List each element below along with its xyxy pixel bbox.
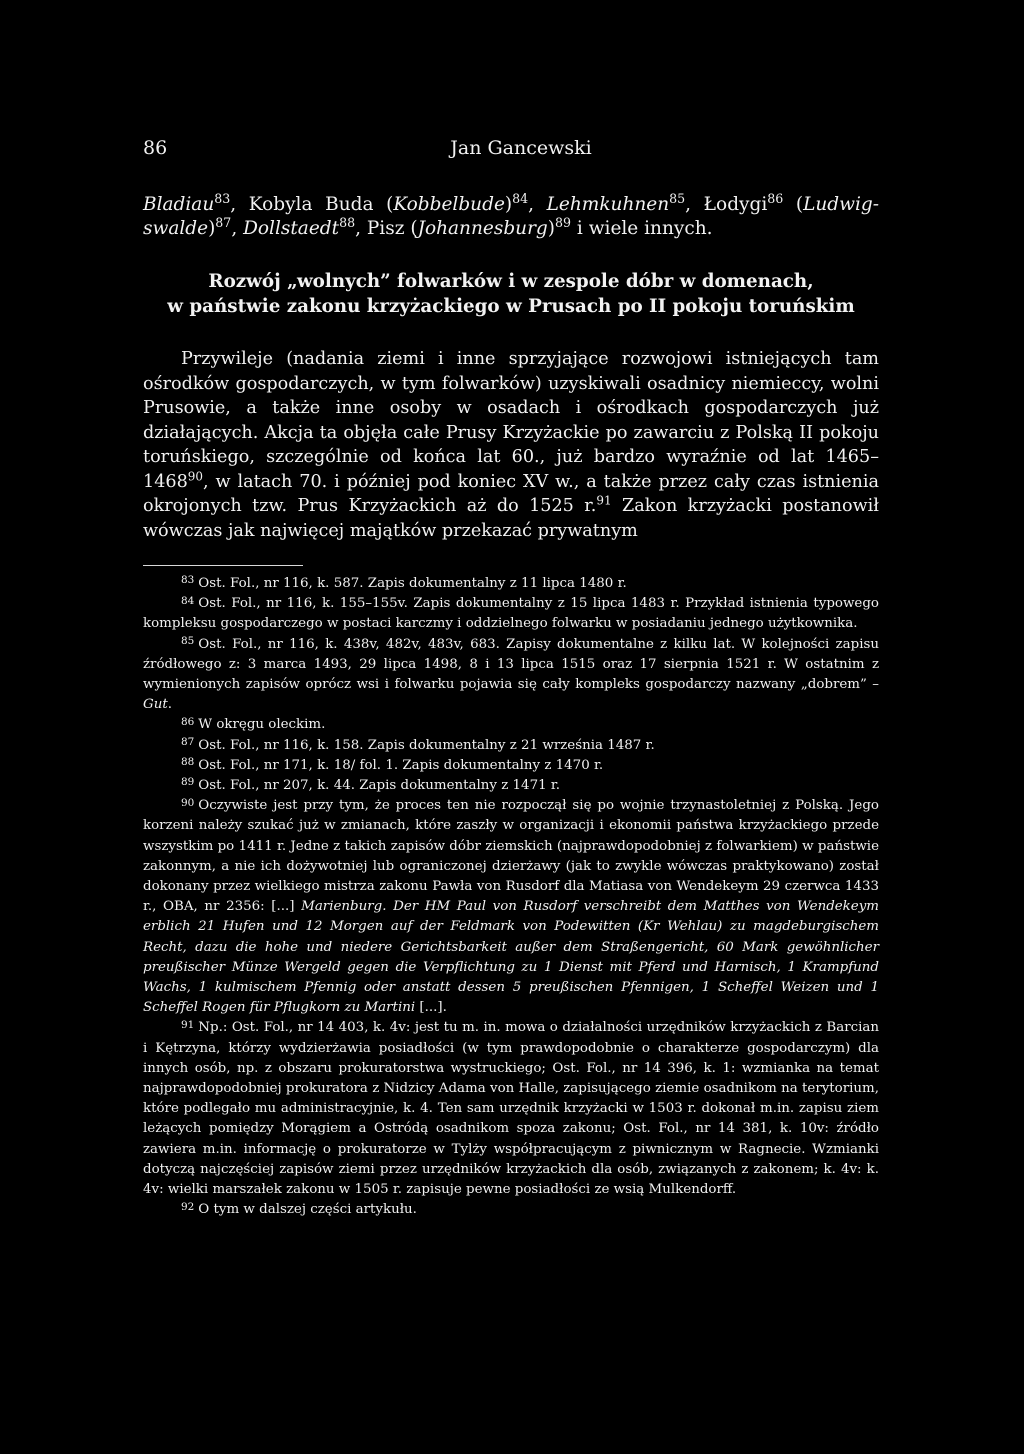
place-name: Johannesburg [417, 218, 548, 239]
footnote-text: O tym w dalszej części artykułu. [198, 1202, 417, 1218]
footnote-ref: 87 [215, 215, 232, 231]
paragraph-text: Przywileje (nadania ziemi i inne sprzyjające rozwojowi istniejących tam ośrodków gospodarczych, w tym folwarków) uzyskiwali osadnicy niemieccy, wolni Prusowie, a także inne osoby w osadach i ośrodkach gospodarczych już działających. Akcja ta objęła całe Prusy Krzyżackie po zawarciu z Polską II pokoju toruńskiego, szczególnie od końca lat 60., już bardzo wyraźnie od lat 1465–1468 [143, 349, 879, 492]
lead-text: , [231, 218, 244, 239]
place-name: Ludwig-swalde [143, 194, 879, 239]
footnote-text: Ost. Fol., nr 207, k. 44. Zapis dokumentalny z 1471 r. [198, 778, 561, 794]
footnote-text: Ost. Fol., nr 116, k. 587. Zapis dokumentalny z 11 lipca 1480 r. [198, 576, 627, 591]
footnote-text: Ost. Fol., nr 171, k. 18/ fol. 1. Zapis dokumentalny z 1470 r. [198, 757, 604, 773]
footnote-87 [143, 736, 879, 756]
footnote-ref: 90 [187, 468, 203, 483]
running-head-author: Jan Gancewski [450, 137, 592, 159]
lead-text: ) [504, 194, 513, 215]
footnote-number: 83 [181, 574, 195, 587]
footnote-91 [143, 1018, 879, 1200]
footnote-ref: 88 [339, 215, 356, 231]
footnote-number: 85 [181, 634, 195, 647]
footnote-88 [143, 756, 879, 776]
footnote-number: 88 [181, 756, 195, 769]
place-name: Kobbelbude [393, 194, 505, 215]
footnote-italic: Gut [143, 697, 168, 713]
section-heading-line-2: w państwie zakonu krzyżackiego w Prusach po II pokoju toruńskim [167, 296, 855, 317]
footnote-90 [143, 796, 879, 1018]
body-paragraph [143, 347, 879, 543]
section-heading-line-1: Rozwój „wolnych” folwarków i w zespole dóbr w domenach, [208, 271, 814, 292]
footnote-85 [143, 635, 879, 716]
footnote-ref: 91 [596, 493, 612, 508]
footnote-text: Ost. Fol., nr 116, k. 155–155v. Zapis dokumentalny z 15 lipca 1483 r. Przykład istnienia typowego kompleksu gospodarczego w postaci karczmy i oddzielnego folwarku w posiadaniu jednego użytkownika. [143, 596, 879, 632]
footnote-number: 87 [181, 735, 195, 748]
footnote-separator [143, 565, 303, 566]
place-name: Dollstaedt [243, 218, 340, 239]
footnote-89 [143, 776, 879, 796]
lead-text: , Łodygi [685, 194, 768, 215]
footnotes [143, 574, 879, 1221]
footnote-ref: 86 [767, 191, 784, 207]
footnote-number: 86 [181, 715, 195, 728]
lead-text: ) [547, 218, 555, 239]
footnote-number: 89 [181, 776, 195, 789]
footnote-number: 84 [181, 594, 195, 607]
paragraph [143, 347, 879, 543]
footnote-text: Oczywiste jest przy tym, że proces ten nie rozpoczął się po wojnie trzynastoletniej z Polską. Jego korzeni należy szukać już w zmianach, które zaszły w organizacji i ekonomii państwa krzyżackiego przede wszystkim po 1411 r. Jedne z takich zapisów dóbr ziemskich (najprawdopodobniej z folwarkiem) w państwie zakonnym, a nie ich dożywotniej lub ograniczonej dzierżawy (jak to zwykle wówczas praktykowano) został dokonany przez wielkiego mistrza zakonu Pawła von Rusdorf dla Matiasa von Wendekeym 29 czerwca 1433 r., OBA, nr 2356: [...] [143, 798, 879, 915]
lead-text: , [528, 194, 547, 215]
running-header [143, 137, 879, 161]
footnote-italic: Marienburg. Der HM Paul von Rusdorf verschreibt dem Matthes von Wendekeym erblich 21 Hufen und 12 Morgen auf der Feldmark von Podewitten (Kr Wehlau) zu magdeburgischem Recht, dazu die hohe und niedere Gerichtsbarkeit außer dem Straßengericht, 60 Mark gewöhnlicher preußischer Münze Wergeld gegen die Verpflichtung zu 1 Dienst mit Pferd und Harnisch, 1 Krampfund Wachs, 1 kulmischem Pfennig oder anstatt dessen 5 preußischen Pfennigen, 1 Scheffel Weizen und 1 Scheffel Rogen für Pflugkorn zu Martini [143, 899, 879, 1016]
lead-text: , Kobyla Buda ( [230, 194, 394, 215]
footnote-text: Ost. Fol., nr 116, k. 438v, 482v, 483v, 683. Zapisy dokumentalne z kilku lat. W kolejności zapisu źródłowego z: 3 marca 1493, 29 lipca 1498, 8 i 13 lipca 1515 oraz 17 sierpnia 1521 r. W ostatnim z wymienionych zapisów oprócz wsi i folwarku pojawia się cały kompleks gospodarczy nazwany „dobrem” – [143, 636, 879, 693]
paragraph-text: , w latach 70. i później pod koniec XV w., a także przez cały czas istnienia okrojonych tzw. Prus Krzyżackich aż do 1525 r. [143, 471, 879, 516]
footnote-ref: 83 [214, 191, 231, 207]
paragraph-text: Zakon krzyżacki postanowił wówczas jak najwięcej majątków przekazać prywatnym [143, 496, 880, 541]
footnote-text: Ost. Fol., nr 116, k. 158. Zapis dokumentalny z 21 września 1487 r. [198, 737, 655, 753]
footnote-tail: [...]. [415, 1000, 447, 1016]
footnote-number: 90 [181, 796, 195, 809]
footnote-ref: 89 [555, 215, 572, 231]
section-heading [143, 269, 879, 319]
footnote-84 [143, 594, 879, 634]
footnote-text: W okręgu oleckim. [198, 717, 326, 733]
lead-text: ) [208, 218, 216, 239]
footnote-ref: 85 [669, 191, 686, 207]
footnote-text: Np.: Ost. Fol., nr 14 403, k. 4v: jest tu m. in. mowa o działalności urzędników krzyżackich z Barcian i Kętrzyna, którzy wydzierżawia posiadłości (w tym prawdopodobnie o charakterze gospodarczym) dla innych osób, np. z obszaru prokuratorstwa wystruckiego; Ost. Fol., nr 14 396, k. 1: wzmianka na temat najprawdopodobniej prokuratora z Nidzicy Adama von Halle, zapisującego ziemie osadnikom na terytorium, które podlegało mu administracyjnie, k. 4. Ten sam urzędnik krzyżacki w 1503 r. dokonał m.in. zapisu ziem leżących pomiędzy Morągiem a Ostródą osadnikom spoza zakonu; Ost. Fol., nr 14 381, k. 10v: źródło zawiera m.in. informację o prokuratorze w Tylży współpracującym z piwnicznym w Ragnecie. Wzmianki dotyczą najczęściej zapisów ziemi przez urzędników krzyżackich dla osób, związanych z zakonem; k. 4v: k. 4v: wielki marszałek zakonu w 1505 r. zapisuje pewne posiadłości ze wsią Mulkendorff. [143, 1020, 879, 1198]
footnote-92 [143, 1200, 879, 1220]
footnote-86 [143, 715, 879, 735]
page-number: 86 [143, 137, 168, 159]
lead-paragraph [143, 193, 879, 241]
lead-text: , Pisz ( [355, 218, 418, 239]
lead-text: ( [783, 194, 804, 215]
footnote-83 [143, 574, 879, 594]
footnote-number: 92 [181, 1200, 195, 1213]
footnote-number: 91 [181, 1018, 195, 1031]
footnote-tail: . [167, 697, 172, 713]
place-name: Lehmkuhnen [546, 194, 670, 215]
footnote-ref: 84 [512, 191, 529, 207]
lead-text: i wiele innych. [571, 218, 713, 239]
place-name: Bladiau [143, 194, 215, 215]
